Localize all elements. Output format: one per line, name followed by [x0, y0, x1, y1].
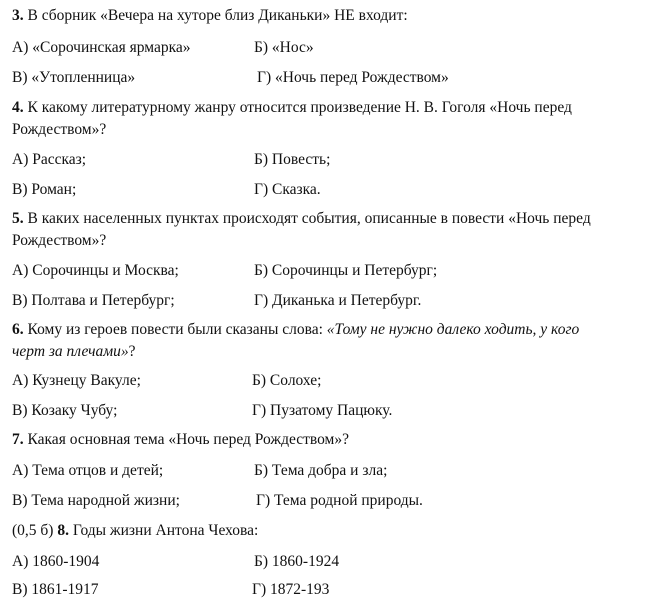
option-c: В) Полтава и Петербург;: [12, 292, 175, 309]
question-text-continued: Рождеством»?: [12, 232, 107, 249]
question-mark: ?: [128, 343, 136, 360]
question-number: 5.: [12, 210, 24, 227]
option-a: А) Рассказ;: [12, 151, 87, 168]
question-quote: черт за плечами»: [12, 343, 129, 360]
option-b: Б) «Нос»: [254, 39, 314, 56]
question-text: В каких населенных пунктах происходят события, описанные в повести «Ночь перед: [27, 210, 591, 227]
option-c: В) Роман;: [12, 181, 77, 198]
question-text-continued: Рождеством»?: [12, 121, 107, 138]
option-d: Г) «Ночь перед Рождеством»: [257, 69, 449, 86]
question-text: В сборник «Вечера на хуторе близ Диканьки» НЕ входит:: [27, 7, 408, 24]
option-d: Г) Пузатому Пацюку.: [252, 402, 393, 419]
question-text: Годы жизни Антона Чехова:: [72, 522, 259, 539]
option-d: Г) Диканька и Петербург.: [254, 292, 422, 309]
option-a: А) Тема отцов и детей;: [12, 462, 164, 479]
option-a: А) Кузнецу Вакуле;: [12, 372, 141, 389]
option-b: Б) 1860-1924: [254, 553, 340, 570]
question-text-continued: [12, 343, 136, 361]
option-c: В) Тема народной жизни;: [12, 492, 180, 509]
question-5: [12, 210, 591, 228]
question-quote: «Тому не нужно далеко ходить, у кого: [326, 321, 580, 338]
question-text: Кому из героев повести были сказаны слова:: [27, 321, 323, 338]
option-c: В) Козаку Чубу;: [12, 402, 118, 419]
option-b: Б) Солохе;: [252, 372, 322, 389]
option-c: В) «Утопленница»: [12, 69, 136, 86]
option-a: А) «Сорочинская ярмарка»: [12, 39, 191, 56]
question-number: 3.: [12, 7, 24, 24]
option-d: Г) Сказка.: [254, 181, 321, 198]
question-4: [12, 99, 572, 117]
option-d: Г) Тема родной природы.: [256, 492, 423, 509]
option-c: В) 1861-1917: [12, 581, 99, 598]
question-number: 7.: [12, 431, 24, 448]
question-7: [12, 431, 349, 449]
question-8: [12, 522, 258, 540]
option-b: Б) Повесть;: [254, 151, 331, 168]
question-number: 8.: [57, 522, 69, 539]
question-text: К какому литературному жанру относится произведение Н. В. Гоголя «Ночь перед: [27, 99, 572, 116]
option-a: А) Сорочинцы и Москва;: [12, 262, 179, 279]
question-6: [12, 321, 579, 339]
question-text: Какая основная тема «Ночь перед Рождеством»?: [27, 431, 349, 448]
option-b: Б) Тема добра и зла;: [254, 462, 388, 479]
question-number: 6.: [12, 321, 24, 338]
question-number: 4.: [12, 99, 24, 116]
question-points: (0,5 б): [12, 522, 54, 539]
option-d: Г) 1872-193: [252, 581, 330, 598]
option-b: Б) Сорочинцы и Петербург;: [254, 262, 438, 279]
question-3: [12, 7, 408, 25]
option-a: А) 1860-1904: [12, 553, 100, 570]
